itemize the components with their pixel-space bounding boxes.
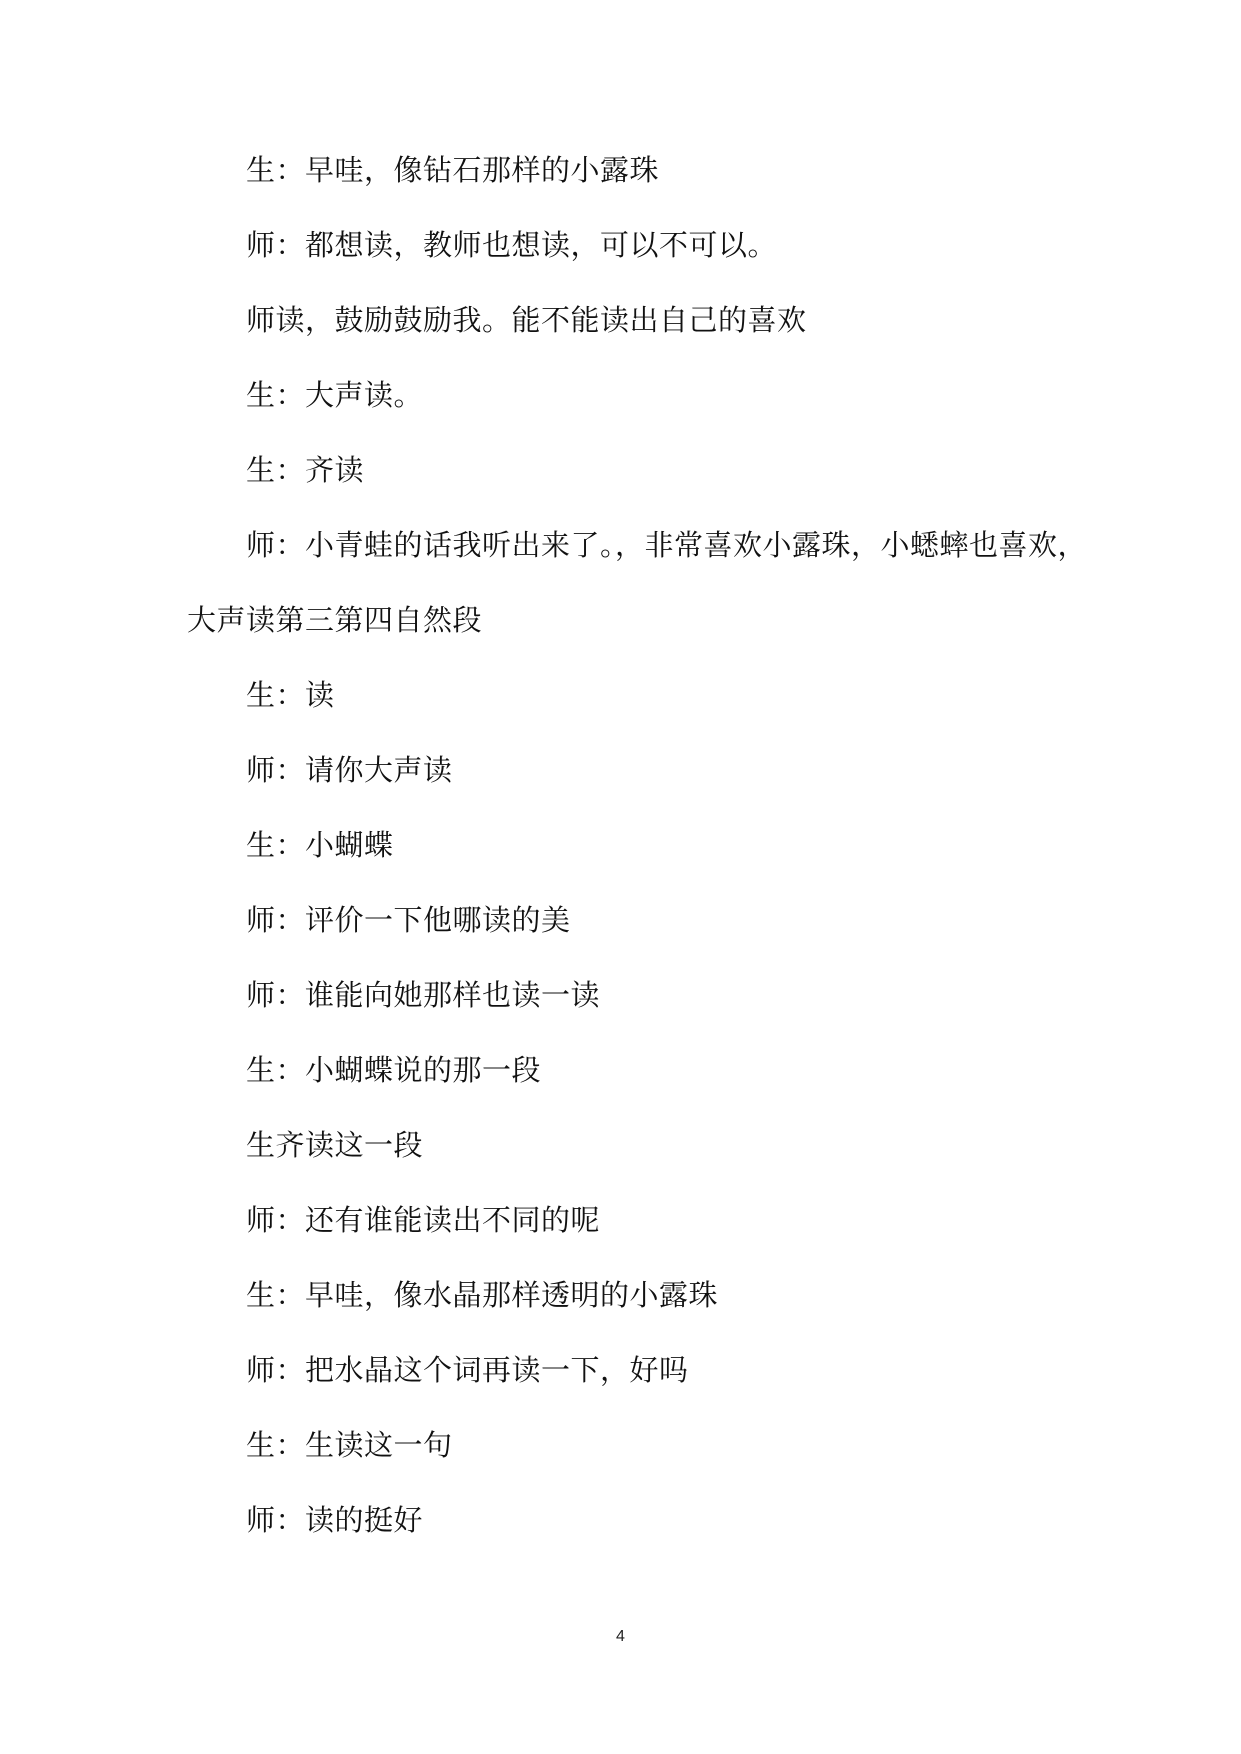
dialogue-line: 师：都想读，教师也想读，可以不可以。 — [246, 228, 778, 262]
dialogue-line: 师：请你大声读 — [246, 753, 453, 787]
page-number: 4 — [616, 1628, 625, 1645]
dialogue-line-continuation: 大声读第三第四自然段 — [187, 603, 483, 637]
dialogue-line: 师：评价一下他哪读的美 — [246, 903, 571, 937]
dialogue-line: 师：读的挺好 — [246, 1503, 424, 1537]
dialogue-line: 生齐读这一段 — [246, 1128, 424, 1162]
dialogue-line: 生：早哇，像钻石那样的小露珠 — [246, 153, 660, 187]
dialogue-line: 生：小蝴蝶 — [246, 828, 394, 862]
dialogue-line: 生：齐读 — [246, 453, 365, 487]
dialogue-line: 师：小青蛙的话我听出来了。，非常喜欢小露珠，小蟋蟀也喜欢， — [246, 528, 1088, 562]
dialogue-line: 师：还有谁能读出不同的呢 — [246, 1203, 601, 1237]
dialogue-line: 师：把水晶这个词再读一下，好吗 — [246, 1353, 689, 1387]
dialogue-line: 师：谁能向她那样也读一读 — [246, 978, 601, 1012]
dialogue-line: 生：大声读。 — [246, 378, 424, 412]
dialogue-line: 生：早哇，像水晶那样透明的小露珠 — [246, 1278, 719, 1312]
dialogue-line: 生：小蝴蝶说的那一段 — [246, 1053, 542, 1087]
dialogue-line: 师读，鼓励鼓励我。能不能读出自己的喜欢 — [246, 303, 807, 337]
dialogue-line: 生：生读这一句 — [246, 1428, 453, 1462]
dialogue-line: 生：读 — [246, 678, 335, 712]
